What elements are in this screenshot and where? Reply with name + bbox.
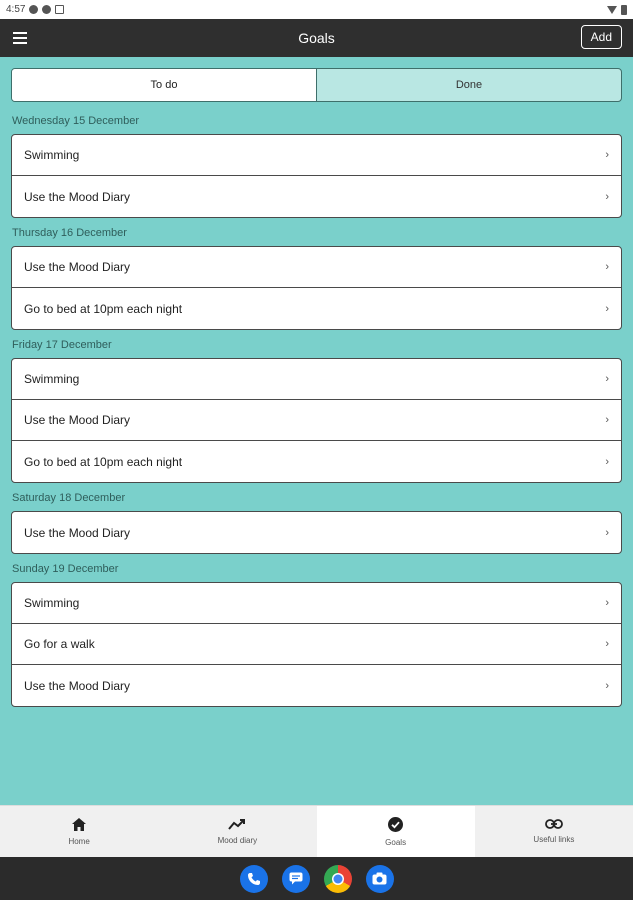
- status-time: 4:57: [6, 4, 26, 15]
- page-title: Goals: [298, 30, 335, 46]
- goal-row[interactable]: [12, 400, 621, 441]
- tab-useful-links[interactable]: [475, 806, 633, 857]
- goal-label: Use the Mood Diary: [24, 260, 131, 274]
- goal-group: [11, 582, 622, 707]
- date-section: [11, 220, 622, 330]
- tab-label: Mood diary: [217, 836, 258, 845]
- tab-mood-diary[interactable]: [158, 806, 316, 857]
- tab-goals[interactable]: [317, 806, 475, 857]
- tab-label: Useful links: [533, 835, 575, 844]
- chevron-right-icon: ›: [605, 597, 609, 609]
- goal-label: Use the Mood Diary: [24, 189, 131, 204]
- status-bar: [0, 0, 633, 19]
- system-dock: [0, 857, 633, 900]
- menu-icon[interactable]: [13, 32, 27, 44]
- goal-label: Go to bed at 10pm each night: [24, 301, 183, 316]
- chevron-right-icon: ›: [605, 455, 609, 468]
- messages-app-icon[interactable]: [282, 865, 310, 893]
- date-header: Thursday 16 December: [12, 227, 127, 239]
- goal-group: [11, 246, 622, 330]
- date-header: Wednesday 15 December: [12, 115, 139, 127]
- home-icon: [72, 818, 86, 831]
- chrome-app-icon[interactable]: [324, 865, 352, 893]
- add-goal-button[interactable]: Add: [581, 25, 622, 49]
- notification-icon: [29, 5, 38, 14]
- camera-app-icon[interactable]: [366, 865, 394, 893]
- goal-row[interactable]: [12, 288, 621, 329]
- bottom-tab-bar: [0, 805, 633, 857]
- goal-label: Swimming: [24, 372, 80, 386]
- trend-icon: [228, 818, 246, 830]
- goal-row[interactable]: [12, 176, 621, 217]
- app-bar: [0, 19, 633, 57]
- goal-row[interactable]: [12, 441, 621, 482]
- screenshot-notification-icon: [55, 5, 64, 14]
- goal-list: [11, 108, 622, 709]
- goal-label: Swimming: [24, 596, 80, 610]
- goal-row[interactable]: [12, 359, 621, 400]
- link-icon: [545, 819, 563, 829]
- goal-label: Go for a walk: [24, 637, 95, 651]
- goal-group: [11, 511, 622, 554]
- chevron-right-icon: ›: [605, 190, 609, 203]
- chevron-right-icon: ›: [605, 414, 609, 426]
- chevron-right-icon: ›: [605, 638, 609, 650]
- chevron-right-icon: ›: [605, 526, 609, 539]
- date-section: [11, 108, 622, 218]
- chevron-right-icon: ›: [605, 149, 609, 161]
- chevron-right-icon: ›: [605, 373, 609, 385]
- goal-label: Go to bed at 10pm each night: [24, 454, 183, 469]
- goal-group: [11, 134, 622, 218]
- goal-row[interactable]: [12, 135, 621, 176]
- chevron-right-icon: ›: [605, 261, 609, 273]
- date-header: Sunday 19 December: [12, 563, 119, 575]
- tab-to-do[interactable]: To do: [12, 69, 317, 101]
- goal-row[interactable]: [12, 624, 621, 665]
- goals-filter-segmented-control: [11, 68, 622, 102]
- goal-row[interactable]: [12, 247, 621, 288]
- goal-row[interactable]: [12, 512, 621, 553]
- tab-done[interactable]: Done: [455, 79, 483, 91]
- goal-label: Swimming: [24, 148, 80, 162]
- wifi-icon: [607, 6, 617, 14]
- goal-label: Use the Mood Diary: [24, 678, 131, 693]
- chevron-right-icon: ›: [605, 679, 609, 692]
- goal-row[interactable]: [12, 665, 621, 706]
- tab-label: Goals: [385, 837, 407, 847]
- message-notification-icon: [42, 5, 51, 14]
- date-section: [11, 556, 622, 707]
- goal-label: Use the Mood Diary: [24, 525, 131, 540]
- goal-row[interactable]: [12, 583, 621, 624]
- goal-label: Use the Mood Diary: [24, 413, 131, 427]
- chevron-right-icon: ›: [605, 302, 609, 315]
- battery-icon: [621, 5, 627, 15]
- phone-app-icon[interactable]: [240, 865, 268, 893]
- date-header: Friday 17 December: [12, 339, 112, 351]
- tab-home[interactable]: [0, 806, 158, 857]
- check-circle-icon: [388, 817, 403, 832]
- date-section: [11, 485, 622, 554]
- date-header: Saturday 18 December: [12, 492, 126, 504]
- goal-group: [11, 358, 622, 483]
- tab-label: Home: [68, 836, 90, 846]
- date-section: [11, 332, 622, 483]
